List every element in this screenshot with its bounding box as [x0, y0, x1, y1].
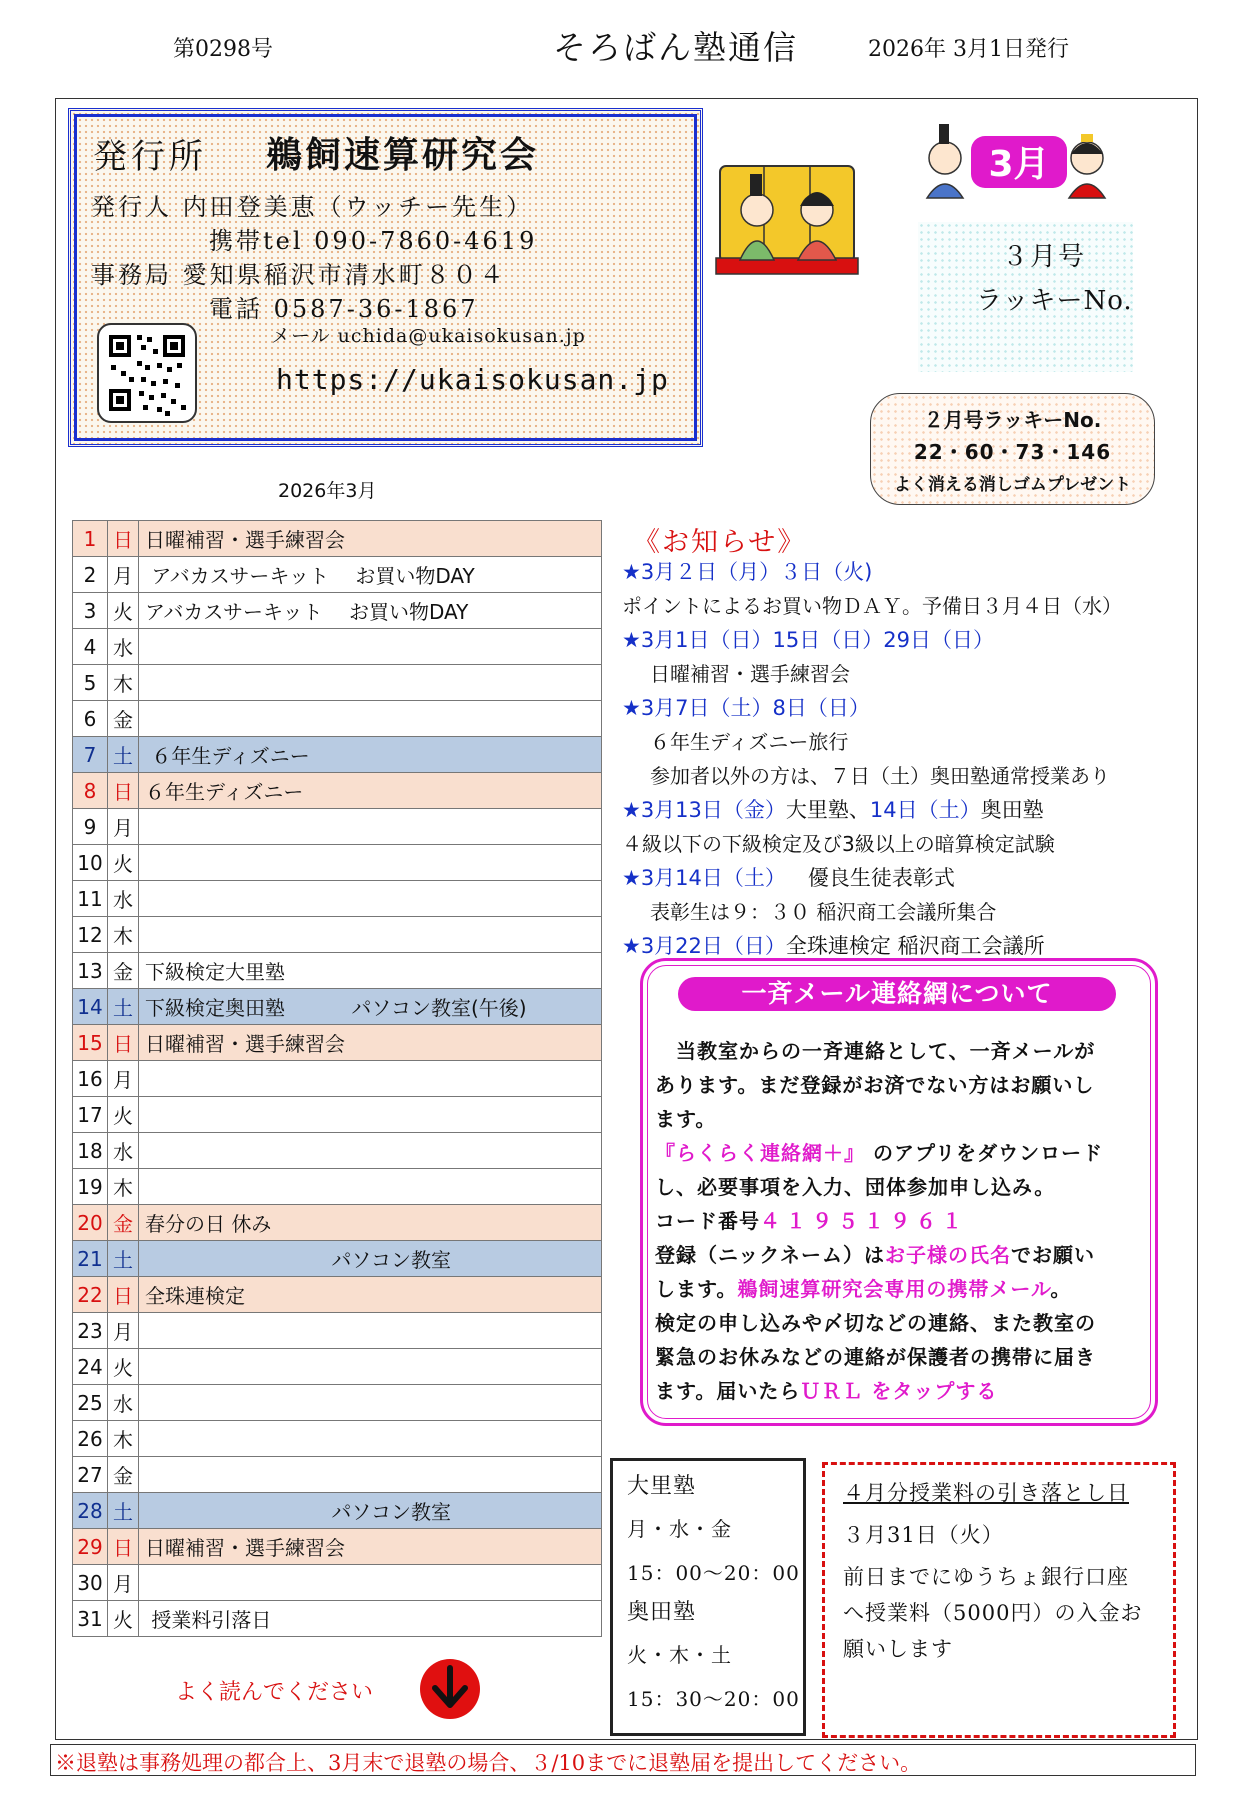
tuition-fee-box: [822, 1462, 1176, 1738]
notices-heading: 《お知らせ》: [633, 527, 807, 558]
fee-line-1: 前日までにゆうちょ銀行口座: [843, 1565, 1129, 1589]
notice-5-body: 表彰生は９：３０ 稲沢商工会議所集合: [650, 900, 997, 924]
calendar-row: [73, 1601, 602, 1637]
fee-line-2: へ授業料（5000円）の入金お: [843, 1601, 1143, 1625]
calendar-day-number: 17: [73, 1097, 108, 1133]
calendar-event: [139, 1169, 602, 1205]
calendar-row: [73, 881, 602, 917]
calendar-row: [73, 665, 602, 701]
notice-6-title: 全珠連検定 稲沢商工会議所: [785, 934, 1045, 958]
calendar-event: [139, 701, 602, 737]
newsletter-title: そろばん塾通信: [553, 28, 798, 67]
calendar-day-number: 13: [73, 953, 108, 989]
calendar-event: [139, 1565, 602, 1601]
calendar-row: [73, 1169, 602, 1205]
school-1-name: 大里塾: [627, 1474, 697, 1499]
calendar-weekday: 月: [108, 557, 139, 593]
notice-1-heading: ★3月２日（月）３日（火): [622, 560, 873, 584]
calendar-row: [73, 989, 602, 1025]
calendar-day-number: 22: [73, 1277, 108, 1313]
calendar-event: [139, 1313, 602, 1349]
calendar-event: 日曜補習・選手練習会: [139, 1025, 602, 1061]
mail-line-9: 検定の申し込みや〆切などの連絡、また教室の: [655, 1311, 1096, 1335]
calendar-row: [73, 1565, 602, 1601]
calendar-weekday: 火: [108, 1097, 139, 1133]
calendar-day-number: 20: [73, 1205, 108, 1241]
office-line: 事務局 愛知県稲沢市清水町８０４: [91, 261, 507, 289]
notice-3-heading: ★3月7日（土）8日（日）: [622, 696, 870, 720]
calendar-day-number: 5: [73, 665, 108, 701]
calendar-table: [72, 520, 602, 1637]
lucky-number-box: [918, 222, 1133, 372]
publisher-label: 発行所: [93, 137, 207, 177]
issue-date: 2026年 3月1日発行: [868, 37, 1069, 62]
previous-lucky-number-box: [870, 393, 1155, 505]
calendar-day-number: 1: [73, 521, 108, 557]
calendar-row: [73, 737, 602, 773]
notice-3-body-2: 参加者以外の方は、７日（土）奥田塾通常授業あり: [650, 764, 1110, 788]
fee-date: ３月31日（火）: [843, 1523, 1004, 1547]
calendar-weekday: 月: [108, 1565, 139, 1601]
calendar-event: 春分の日 休み: [139, 1205, 602, 1241]
app-name: 『らくらく連絡網＋』: [655, 1141, 865, 1165]
calendar-row: [73, 557, 602, 593]
issuer-line: 発行人 内田登美恵（ウッチー先生）: [91, 193, 534, 221]
calendar-row: [73, 1313, 602, 1349]
calendar-row: [73, 917, 602, 953]
notice-6-date: ★3月22日（日）: [622, 934, 786, 958]
mail-line-4: [655, 1137, 1103, 1166]
calendar-weekday: 木: [108, 917, 139, 953]
calendar-day-number: 30: [73, 1565, 108, 1601]
previous-lucky-prize: よく消える消しゴムプレゼント: [893, 475, 1132, 495]
calendar-event: パソコン教室: [139, 1241, 602, 1277]
calendar-event: [139, 845, 602, 881]
dedicated-mail-note: 鵜飼速算研究会専用の携帯メール: [737, 1277, 1051, 1301]
email-line[interactable]: メール uchida@ukaisokusan.jp: [271, 325, 586, 347]
calendar-row: [73, 953, 602, 989]
notice-1-body: ポイントによるお買い物ＤＡＹ。予備日３月４日（水）: [622, 594, 1122, 618]
calendar-weekday: 火: [108, 1601, 139, 1637]
mail-line-8-a: します。: [655, 1277, 738, 1301]
calendar-day-number: 21: [73, 1241, 108, 1277]
calendar-day-number: 15: [73, 1025, 108, 1061]
qr-code-icon[interactable]: [97, 323, 197, 423]
calendar-day-number: 28: [73, 1493, 108, 1529]
calendar-day-number: 25: [73, 1385, 108, 1421]
calendar-day-number: 16: [73, 1061, 108, 1097]
calendar-weekday: 日: [108, 1277, 139, 1313]
mail-line-3: ます。: [655, 1107, 717, 1131]
website-url[interactable]: https://ukaisokusan.jp: [276, 363, 669, 396]
calendar-weekday: 土: [108, 1241, 139, 1277]
calendar-weekday: 金: [108, 953, 139, 989]
mail-line-11-a: ます。届いたら: [655, 1379, 801, 1403]
calendar-row: [73, 1349, 602, 1385]
notice-4-school-a: 大里塾、: [785, 798, 870, 822]
notice-4-date-b: 14日（土）: [869, 798, 981, 822]
calendar-weekday: 火: [108, 1349, 139, 1385]
calendar-weekday: 火: [108, 845, 139, 881]
calendar-weekday: 水: [108, 1133, 139, 1169]
calendar-weekday: 木: [108, 665, 139, 701]
calendar-event: [139, 1133, 602, 1169]
calendar-row: [73, 773, 602, 809]
calendar-event: パソコン教室: [139, 1493, 602, 1529]
calendar-weekday: 日: [108, 773, 139, 809]
notice-2-heading: ★3月1日（日）15日（日）29日（日）: [622, 628, 994, 652]
calendar-event: アバカスサーキット お買い物DAY: [139, 593, 602, 629]
calendar-row: [73, 1529, 602, 1565]
calendar-weekday: 水: [108, 1385, 139, 1421]
mail-line-6: [655, 1205, 968, 1234]
mail-network-title: 一斉メール連絡網について: [678, 977, 1116, 1011]
calendar-event: [139, 1421, 602, 1457]
calendar-day-number: 10: [73, 845, 108, 881]
mail-line-7: [655, 1239, 1095, 1268]
calendar-weekday: 月: [108, 1313, 139, 1349]
fee-line-3: 願いします: [843, 1637, 953, 1661]
calendar-row: [73, 809, 602, 845]
calendar-day-number: 8: [73, 773, 108, 809]
calendar-row: [73, 1457, 602, 1493]
calendar-row: [73, 1493, 602, 1529]
calendar-row: [73, 521, 602, 557]
calendar-day-number: 3: [73, 593, 108, 629]
calendar-day-number: 14: [73, 989, 108, 1025]
calendar-weekday: 日: [108, 521, 139, 557]
calendar-row: [73, 1097, 602, 1133]
previous-lucky-numbers: 22・60・73・146: [913, 440, 1112, 464]
calendar-weekday: 月: [108, 809, 139, 845]
calendar-weekday: 木: [108, 1169, 139, 1205]
calendar-day-number: 9: [73, 809, 108, 845]
calendar-event: ６年生ディズニー: [139, 737, 602, 773]
calendar-weekday: 土: [108, 989, 139, 1025]
fee-title: ４月分授業料の引き落とし日: [843, 1481, 1129, 1505]
withdrawal-notice: [50, 1744, 1196, 1776]
issue-number: 第0298号: [173, 37, 273, 62]
svg-text:3月: 3月: [988, 144, 1050, 185]
calendar-day-number: 24: [73, 1349, 108, 1385]
withdrawal-notice-text: ※退塾は事務処理の都合上、3月末で退塾の場合、３/10までに退塾届を提出してください。: [55, 1751, 922, 1775]
mail-line-10: 緊急のお休みなどの連絡が保護者の携帯に届き: [655, 1345, 1096, 1369]
notice-5-title: 優良生徒表彰式: [807, 866, 955, 890]
lucky-month-label: ３月号: [1002, 242, 1087, 272]
calendar-weekday: 土: [108, 737, 139, 773]
school-2-name: 奥田塾: [627, 1600, 697, 1625]
calendar-event: [139, 665, 602, 701]
calendar-weekday: 土: [108, 1493, 139, 1529]
notice-6-heading: [622, 930, 1045, 960]
phone-line: 電話 0587-36-1867: [209, 295, 479, 323]
calendar-row: [73, 1385, 602, 1421]
calendar-event: [139, 881, 602, 917]
calendar-event: [139, 917, 602, 953]
lucky-number-label: ラッキーNo.: [976, 286, 1133, 316]
notice-2-body: 日曜補習・選手練習会: [650, 662, 850, 686]
calendar-weekday: 金: [108, 1457, 139, 1493]
calendar-event: 全珠連検定: [139, 1277, 602, 1313]
calendar-event: 下級検定大里塾: [139, 953, 602, 989]
code-label: コード番号: [655, 1209, 760, 1233]
mail-line-8-b: 。: [1050, 1277, 1072, 1301]
calendar-row: [73, 1277, 602, 1313]
mobile-line: 携帯tel 090-7860-4619: [209, 227, 538, 255]
calendar-row: [73, 1061, 602, 1097]
march-badge-illustration: [915, 120, 1115, 200]
calendar-event: [139, 1457, 602, 1493]
calendar-weekday: 水: [108, 629, 139, 665]
calendar-row: [73, 1133, 602, 1169]
mail-line-4-rest: のアプリをダウンロード: [865, 1141, 1104, 1165]
child-name-note: お子様の氏名: [885, 1243, 1011, 1267]
school-1-days: 月・水・金: [627, 1517, 732, 1541]
calendar-month: 2026年3月: [278, 480, 377, 502]
calendar-day-number: 19: [73, 1169, 108, 1205]
calendar-event: [139, 1097, 602, 1133]
calendar-day-number: 27: [73, 1457, 108, 1493]
calendar-row: [73, 1025, 602, 1061]
calendar-day-number: 18: [73, 1133, 108, 1169]
mail-line-5: し、必要事項を入力、団体参加申し込み。: [655, 1175, 1056, 1199]
calendar-weekday: 金: [108, 701, 139, 737]
hina-dolls-illustration: [712, 160, 862, 280]
calendar-event: [139, 1385, 602, 1421]
arrow-down-icon: [419, 1658, 481, 1720]
calendar-day-number: 4: [73, 629, 108, 665]
calendar-weekday: 金: [108, 1205, 139, 1241]
notice-4-date-a: ★3月13日（金）: [622, 798, 786, 822]
calendar-day-number: 31: [73, 1601, 108, 1637]
calendar-day-number: 23: [73, 1313, 108, 1349]
calendar-row: [73, 593, 602, 629]
calendar-row: [73, 1421, 602, 1457]
mail-line-1: 当教室からの一斉連絡として、一斉メールが: [655, 1039, 1096, 1063]
read-carefully-note: よく読んでください: [175, 1680, 374, 1705]
calendar-event: アバカスサーキット お買い物DAY: [139, 557, 602, 593]
publisher-box: [68, 108, 703, 447]
notice-5-date: ★3月14日（土）: [622, 866, 786, 890]
school-hours-box: [610, 1458, 806, 1736]
notice-4-heading: [622, 794, 1044, 824]
calendar-day-number: 11: [73, 881, 108, 917]
previous-lucky-title: ２月号ラッキーNo.: [923, 408, 1102, 432]
calendar-day-number: 2: [73, 557, 108, 593]
mail-network-box: [640, 958, 1158, 1426]
calendar-event: [139, 629, 602, 665]
notice-4-body: ４級以下の下級検定及び3級以上の暗算検定試験: [622, 832, 1055, 856]
calendar-weekday: 木: [108, 1421, 139, 1457]
calendar-day-number: 7: [73, 737, 108, 773]
calendar-weekday: 日: [108, 1025, 139, 1061]
school-1-time: 15：00～20：00: [627, 1561, 800, 1585]
mail-line-2: あります。まだ登録がお済でない方はお願いし: [655, 1073, 1095, 1097]
code-number: ４１９５１９６１: [760, 1209, 968, 1233]
calendar-weekday: 火: [108, 593, 139, 629]
calendar-day-number: 6: [73, 701, 108, 737]
calendar-event: 授業料引落日: [139, 1601, 602, 1637]
school-2-days: 火・木・土: [627, 1643, 732, 1667]
mail-line-7-b: でお願い: [1011, 1243, 1095, 1267]
calendar-row: [73, 845, 602, 881]
calendar-event: [139, 1061, 602, 1097]
calendar-event: [139, 809, 602, 845]
mail-line-7-a: 登録（ニックネーム）は: [655, 1243, 885, 1267]
notice-3-body-1: ６年生ディズニー旅行: [650, 730, 849, 754]
calendar-day-number: 29: [73, 1529, 108, 1565]
calendar-day-number: 26: [73, 1421, 108, 1457]
calendar-event: 日曜補習・選手練習会: [139, 1529, 602, 1565]
notice-5-heading: [622, 862, 955, 892]
calendar-event: 日曜補習・選手練習会: [139, 521, 602, 557]
school-2-time: 15：30～20：00: [627, 1687, 800, 1711]
mail-line-8: [655, 1273, 1071, 1302]
calendar-weekday: 水: [108, 881, 139, 917]
tap-url-note: ＵＲＬ をタップする: [800, 1379, 998, 1403]
calendar-day-number: 12: [73, 917, 108, 953]
calendar-row: [73, 1205, 602, 1241]
calendar-row: [73, 1241, 602, 1277]
mail-line-11: [655, 1375, 997, 1404]
calendar-row: [73, 701, 602, 737]
calendar-event: ６年生ディズニー: [139, 773, 602, 809]
calendar-row: [73, 629, 602, 665]
publisher-name: 鵜飼速算研究会: [266, 135, 540, 176]
notice-4-school-b: 奥田塾: [980, 798, 1044, 822]
calendar-event: [139, 1349, 602, 1385]
calendar-weekday: 月: [108, 1061, 139, 1097]
calendar-event: 下級検定奥田塾 パソコン教室(午後): [139, 989, 602, 1025]
calendar-weekday: 日: [108, 1529, 139, 1565]
